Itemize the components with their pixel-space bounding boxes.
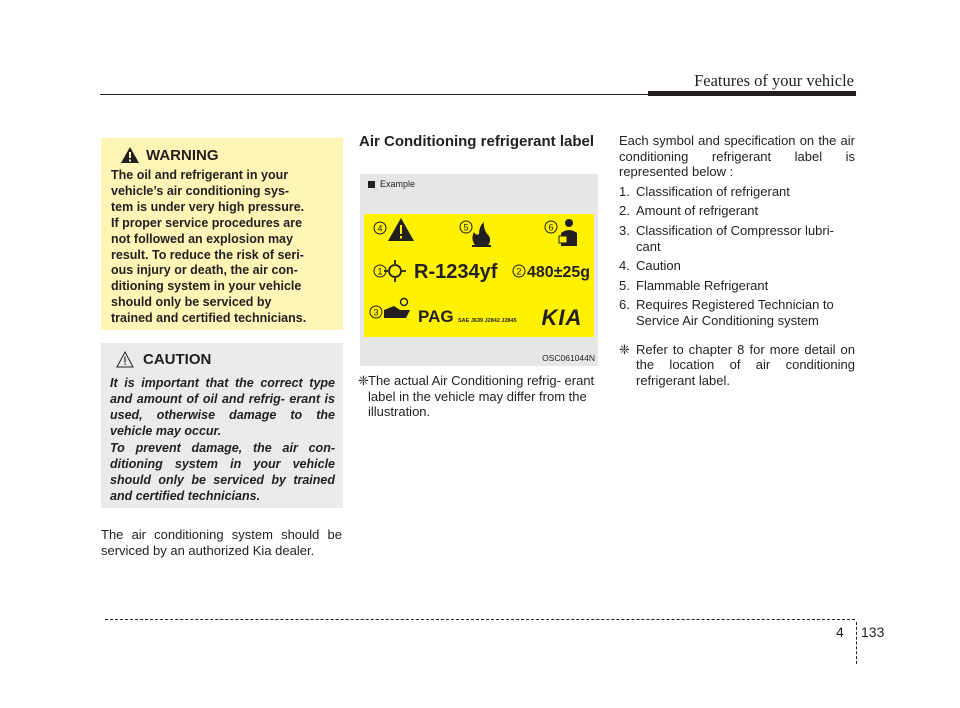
chapter-reference-note bbox=[619, 342, 855, 389]
refrigerant-type: R-1234yf bbox=[414, 261, 498, 283]
marker-3 bbox=[370, 306, 382, 318]
marker-1-number: 1 bbox=[377, 266, 383, 277]
figure-note-text: The actual Air Conditioning refrig- erant label in the vehicle may differ from the illustration. bbox=[368, 373, 595, 420]
caution-triangle-icon bbox=[116, 351, 134, 368]
list-item-number: 1. bbox=[619, 183, 630, 199]
list-item-text: Amount of refrigerant bbox=[636, 203, 759, 219]
square-bullet-icon bbox=[368, 181, 375, 188]
list-item bbox=[619, 203, 855, 219]
caution-heading bbox=[116, 351, 211, 368]
warning-line: trained and certified technicians. bbox=[111, 311, 307, 326]
refrigerant-snowflake-icon bbox=[384, 260, 406, 282]
list-item-text: Classification of Compressor lubri- cant bbox=[636, 222, 834, 254]
list-item bbox=[619, 258, 855, 274]
marker-3-number: 3 bbox=[373, 307, 379, 318]
list-item-number: 3. bbox=[619, 222, 630, 238]
section-title: Air Conditioning refrigerant label bbox=[359, 133, 595, 150]
warning-heading bbox=[120, 146, 219, 164]
warning-line: not followed an explosion may bbox=[111, 231, 293, 246]
list-item bbox=[619, 278, 855, 294]
list-item-text: Classification of refrigerant bbox=[636, 183, 790, 199]
footer-rule bbox=[105, 619, 855, 620]
refrigerant-label-figure bbox=[360, 174, 598, 366]
caution-title: CAUTION bbox=[143, 351, 212, 368]
marker-6 bbox=[545, 221, 557, 233]
marker-2-number: 2 bbox=[516, 266, 522, 277]
note-symbol: ❈ bbox=[358, 373, 369, 388]
caution-paragraph-2: To prevent damage, the air con- ditioning system in your vehicle should only be serviced by trained and certified technicians. bbox=[110, 441, 335, 503]
service-dealer-paragraph: The air conditioning system should be serviced by an authorized Kia dealer. bbox=[101, 527, 342, 558]
flame-icon bbox=[472, 222, 491, 247]
note-symbol: ❈ bbox=[619, 341, 630, 357]
warning-triangle-icon bbox=[120, 146, 140, 164]
list-item-text: Caution bbox=[636, 258, 681, 274]
warning-text bbox=[111, 168, 335, 327]
chapter-number: 4 bbox=[836, 624, 844, 640]
list-item-text: Requires Registered Technician to Service Air Conditioning system bbox=[636, 297, 834, 328]
marker-2 bbox=[513, 265, 525, 277]
page-number: 133 bbox=[861, 624, 885, 640]
warning-line: result. To reduce the risk of seri- bbox=[111, 247, 304, 262]
example-caption bbox=[368, 179, 415, 189]
list-item bbox=[619, 223, 855, 254]
running-header-title: Features of your vehicle bbox=[694, 71, 854, 90]
warning-title: WARNING bbox=[146, 146, 219, 164]
example-label: Example bbox=[380, 179, 416, 189]
chapter-reference-text: Refer to chapter 8 for more detail on the location of air conditioning refrigerant label. bbox=[636, 341, 855, 388]
marker-4-number: 4 bbox=[377, 223, 383, 234]
warning-line: The oil and refrigerant in your bbox=[111, 168, 289, 182]
marker-5 bbox=[460, 221, 472, 233]
list-item-number: 5. bbox=[619, 277, 630, 293]
marker-6-number: 6 bbox=[548, 222, 554, 233]
caution-box bbox=[101, 343, 343, 508]
list-item-number: 6. bbox=[619, 297, 630, 313]
caution-symbol-icon bbox=[388, 218, 414, 241]
warning-line: tem is under very high pressure. bbox=[111, 199, 305, 214]
refrigerant-amount: 480±25g bbox=[527, 264, 591, 281]
warning-line: ous injury or death, the air con- bbox=[111, 263, 298, 278]
list-item-number: 2. bbox=[619, 203, 630, 219]
header-rule-tab bbox=[648, 91, 856, 96]
page-number-separator bbox=[856, 622, 857, 664]
list-item bbox=[619, 297, 855, 328]
refrigerant-label-art bbox=[364, 214, 594, 337]
list-item-text: Flammable Refrigerant bbox=[636, 277, 769, 293]
warning-line: should only be serviced by bbox=[111, 295, 272, 310]
marker-5-number: 5 bbox=[463, 222, 469, 233]
legend-intro: Each symbol and specification on the air conditioning refrigerant label is represented below : bbox=[619, 133, 855, 180]
figure-code: OSC061044N bbox=[542, 353, 595, 363]
oil-can-icon bbox=[384, 299, 410, 319]
sae-standards: SAE J639 J2842 J2845 bbox=[458, 318, 517, 324]
warning-line: vehicle’s air conditioning sys- bbox=[111, 183, 290, 198]
warning-line: If proper service procedures are bbox=[111, 215, 303, 230]
list-item bbox=[619, 184, 855, 200]
compressor-oil-type: PAG bbox=[418, 307, 454, 326]
refrigerant-label bbox=[364, 214, 594, 337]
caution-paragraph-1: It is important that the correct type and amount of oil and refrig- erant is used, otherwise damage to the vehicle may occur. bbox=[110, 376, 335, 438]
list-item-number: 4. bbox=[619, 258, 630, 274]
technician-icon bbox=[559, 219, 577, 246]
marker-4 bbox=[374, 222, 386, 234]
figure-note bbox=[358, 373, 600, 420]
warning-line: ditioning system in your vehicle bbox=[111, 279, 302, 294]
kia-logo: KIA bbox=[541, 305, 583, 330]
symbol-legend bbox=[619, 133, 855, 388]
warning-box bbox=[101, 138, 343, 330]
